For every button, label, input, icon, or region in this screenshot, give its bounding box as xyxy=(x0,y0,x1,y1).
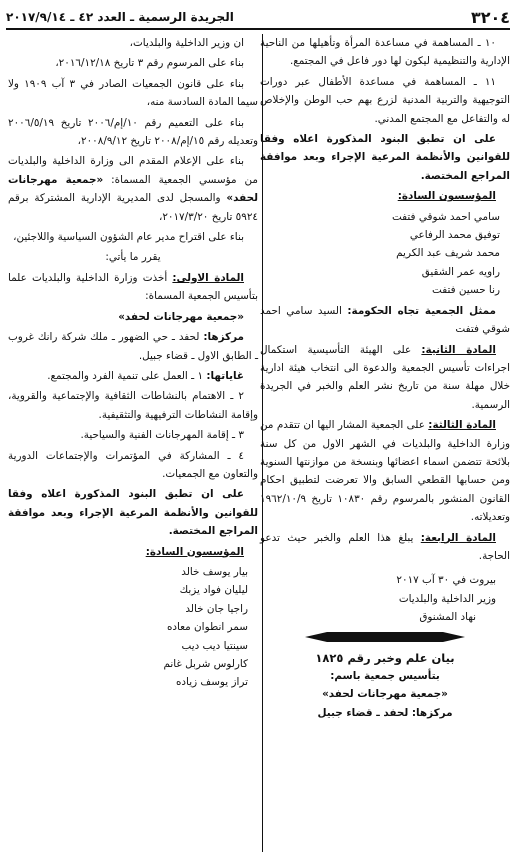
minister-intro: ان وزير الداخلية والبلديات، xyxy=(129,37,244,49)
conditions-paragraph: على ان تطبق البنود المذكورة اعلاه وفقا للقوانين والأنظمة المرعية الإجراء وبعد موافقة المراجع المختصة. xyxy=(8,488,258,538)
article-four-text: يبلغ هذا العلم والخبر حيث تدعو الحاجة. xyxy=(260,531,510,562)
founder-name: رنا حسين فتفت xyxy=(432,284,500,297)
left-column xyxy=(8,34,258,856)
headquarters-label: مركزها: xyxy=(203,331,244,344)
gazette-title: الجريدة الرسمية ـ العدد ٤٢ ـ ٢٠١٧/٩/١٤ xyxy=(6,10,234,24)
goal-item-1: ١ ـ العمل على تنمية الفرد والمجتمع. xyxy=(47,369,207,382)
founder-name: ليليان فواد يزبك xyxy=(179,584,248,597)
goal-item-4: ٤ ـ المشاركة في المؤتمرات والإجتماعات الدورية والتعاون مع الجمعيات. xyxy=(8,449,258,480)
founder-name: محمد شريف عبد الكريم xyxy=(396,247,500,260)
founder-name: توفيق محمد الرفاعي xyxy=(409,229,500,242)
article-one-label: المادة الاولى: xyxy=(172,271,244,284)
founder-name: راويه عمر الشقيق xyxy=(421,265,500,278)
headquarters-text: لحفد ـ حي الضهور ـ ملك شركة رانك غروب ـ الطابق الاول ـ قضاء جبيل. xyxy=(8,331,258,362)
article-one-text: أخذت وزارة الداخلية والبلديات علما بتأسيس الجمعية المسماة: xyxy=(8,271,258,303)
founder-name: سامي احمد شوقي فتفت xyxy=(391,210,500,223)
signature-name: نهاد المشنوق xyxy=(419,611,476,624)
founder-name: سينتيا ديب ديب xyxy=(181,639,248,652)
rep-text: السيد سامي احمد شوقي فتفت xyxy=(260,304,510,336)
article-four-label: المادة الرابعة: xyxy=(420,531,496,544)
notice-subtitle: بتأسيس جمعية باسم: xyxy=(330,670,440,682)
goal-item-2: ٢ ـ الاهتمام بالنشاطات الثقافية والإجتماعية والقروية، وإقامة النشاطات الترفيهية والتثقيفية. xyxy=(8,390,258,421)
signature-block xyxy=(260,571,510,626)
founder-name: بيار يوسف خالد xyxy=(181,565,248,578)
article-three-text: على الجمعية المشار اليها ان تتقدم من وزارة الداخلية والبلديات في الشهر الاول من كل سنة بلائحة تتضمن اسماء اعضائها وبنسخة من موازنتها السنوية ومن حسابها القطعي السابق والا تعرضت لتطبيق احكام القانون المنشور بالمرسوم رقم ١٠٨٣٠ تاريخ ١٩٦٢/١٠/٩ وتعديلاته. xyxy=(260,419,510,524)
law-reference: بناء على قانون الجمعيات الصادر في ٣ آب ١٩٠٩ ولا سيما المادة السادسة منه، xyxy=(8,77,258,109)
goal-item-3: ٣ ـ إقامة المهرجانات الفنية والسياحية. xyxy=(80,429,244,442)
article-three xyxy=(260,416,510,526)
article-four xyxy=(260,529,510,566)
founders-list xyxy=(8,563,258,692)
article-one xyxy=(8,269,258,306)
decision-intro: يقرر ما يأتي: xyxy=(105,251,161,264)
signature-date: بيروت في ٣٠ آب ٢٠١٧ xyxy=(396,574,496,587)
page-number: ٣٢٠٤ xyxy=(470,7,510,27)
signature-title: وزير الداخلية والبلديات xyxy=(398,592,496,605)
headquarters xyxy=(8,328,258,365)
article-two-text: على الهيئة التأسيسية استكمال اجراءات تأسيس الجمعية والدعوة الى انتخاب هيئة ادارية خلال مهلة سنة من تاريخ نشر العلم والخبر في الجريدة الرسمية. xyxy=(260,343,510,411)
founders-list xyxy=(260,208,510,300)
notice-location: مركزها: لحفد ـ قضاء جبيل xyxy=(317,706,453,719)
association-name: «جمعية مهرجانات لحفد» xyxy=(118,310,244,323)
decree-reference: بناء على المرسوم رقم ٣ تاريخ ٢٠١٦/١٢/١٨، xyxy=(55,57,244,70)
notice-association-name: «جمعية مهرجانات لحفد» xyxy=(322,688,448,701)
founder-name: كارلوس شربل غانم xyxy=(163,658,248,670)
founders-heading: المؤسسون السادة: xyxy=(145,545,244,558)
founder-name: سمر انطوان معاده xyxy=(166,621,248,634)
article-three-label: المادة الثالثة: xyxy=(428,419,496,432)
notification-assoc-name: «جمعية مهرجانات لحفد» xyxy=(8,173,258,205)
government-representative xyxy=(260,302,510,339)
proposal-reference: بناء على اقتراح مدير عام الشؤون السياسية واللاجئين، xyxy=(13,231,244,244)
goals-label: غاياتها: xyxy=(206,369,244,382)
founders-heading: المؤسسون السادة: xyxy=(397,190,496,203)
notification-text-a: بناء على الإعلام المقدم الى وزارة الداخلية والبلديات من مؤسسي الجمعية المسماة: xyxy=(8,155,258,186)
ornament-divider xyxy=(260,631,510,643)
notification-reference xyxy=(8,152,258,226)
article-two-label: المادة الثانية: xyxy=(421,343,496,356)
circular-reference: بناء على التعميم رقم ١٠/إم/٢٠٠٦ تاريخ ٢٠٠٦/٥/١٩ وتعديله رقم ١٥/إم/٢٠٠٨ تاريخ ٢٠٠٨/٩/١٢، xyxy=(8,116,258,148)
founder-name: تراز يوسف زياده xyxy=(175,676,248,689)
notice-title: بيان علم وخبر رقم ١٨٢٥ xyxy=(315,650,455,665)
goal-item-11: ١١ ـ المساهمة في مساعدة الأطفال عبر دورات التوجيهية والتربية المدنية لزرع بهم حب الوطن والإخلاص له والتفاعل مع المجتمع المدني. xyxy=(260,75,510,125)
goal-item-10: ١٠ ـ المساهمة في مساعدة المرأة وتأهيلها من الناحية الإدارية والتنظيمية ليكون لها دور فاعل في المجتمع. xyxy=(260,37,510,68)
rep-label: ممثل الجمعية تجاه الحكومة: xyxy=(347,304,496,317)
notification-text-c: والمسجل لدى المديرية الإدارية المشتركة برقم ٥٩٢٤ تاريخ ٢٠١٧/٣/٢٠، xyxy=(8,192,258,223)
page-header xyxy=(6,6,510,30)
right-column xyxy=(260,34,510,856)
ornament-icon xyxy=(305,631,465,643)
article-two xyxy=(260,341,510,415)
founder-name: راجيا جان خالد xyxy=(185,602,248,615)
conditions-paragraph: على ان تطبق البنود المذكورة اعلاه وفقا للقوانين والأنظمة المرعية الإجراء وبعد موافقة المراجع المختصة. xyxy=(260,133,510,182)
goals-first xyxy=(8,367,258,385)
